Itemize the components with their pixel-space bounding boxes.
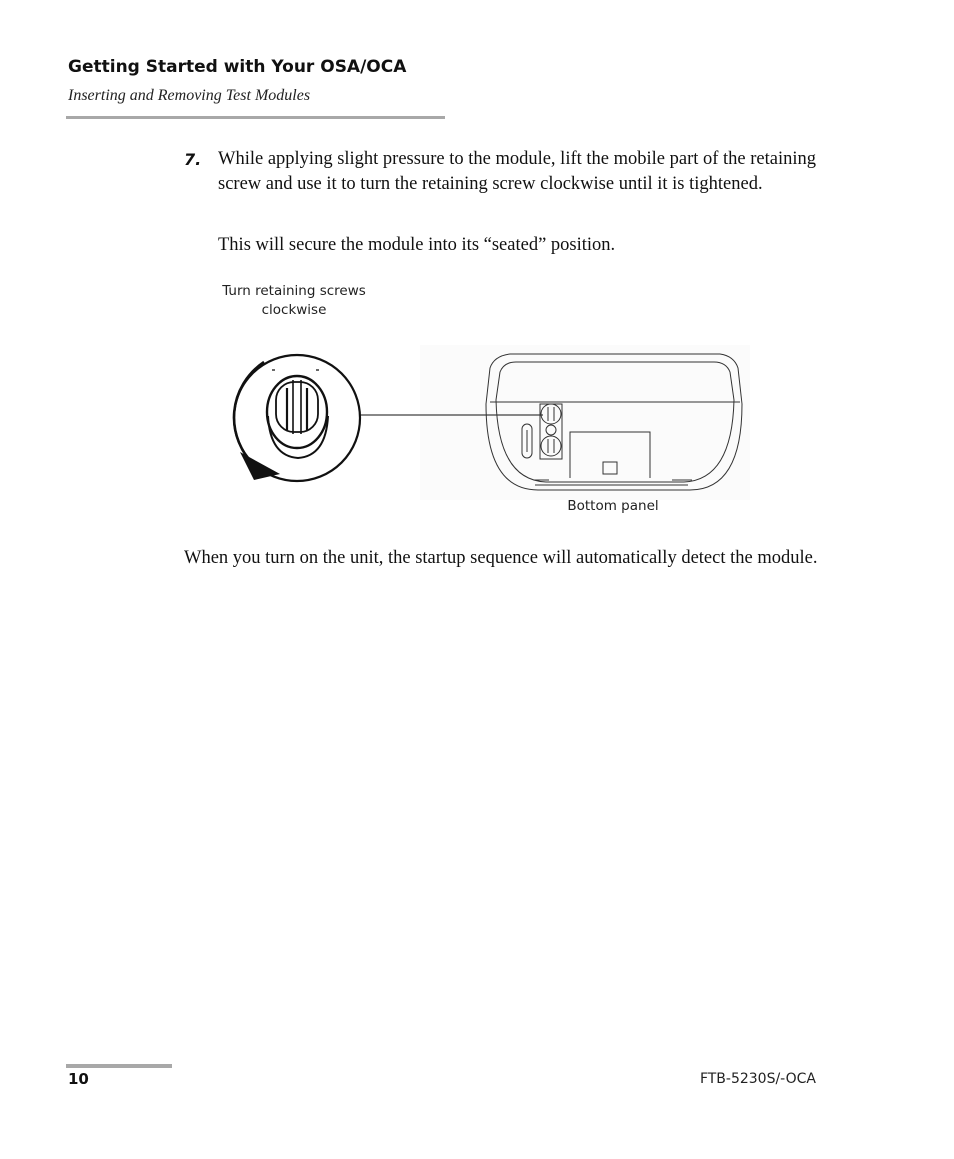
bottom-panel-label: Bottom panel bbox=[567, 498, 659, 514]
callout-label: Turn retaining screws clockwise bbox=[222, 283, 366, 318]
footer-divider bbox=[66, 1064, 172, 1068]
step-note: This will secure the module into its “seated” position. bbox=[218, 235, 616, 255]
header-divider bbox=[66, 116, 445, 119]
step-number: 7. bbox=[184, 150, 202, 169]
page-number: 10 bbox=[68, 1070, 89, 1088]
step-text: While applying slight pressure to the module, lift the mobile part of the retaining screw and use it to turn the retaining screw clockwise until it is tightened. bbox=[218, 149, 817, 194]
document-id: FTB-5230S/-OCA bbox=[699, 1071, 816, 1087]
figure-backdrop bbox=[420, 345, 750, 500]
clockwise-arrow-icon bbox=[234, 362, 280, 480]
header-subtitle: Inserting and Removing Test Modules bbox=[68, 87, 311, 104]
header-title: Getting Started with Your OSA/OCA bbox=[68, 57, 407, 77]
body-paragraph: When you turn on the unit, the startup sequence will automatically detect the module. bbox=[184, 548, 818, 568]
retaining-screw-figure bbox=[220, 340, 760, 500]
